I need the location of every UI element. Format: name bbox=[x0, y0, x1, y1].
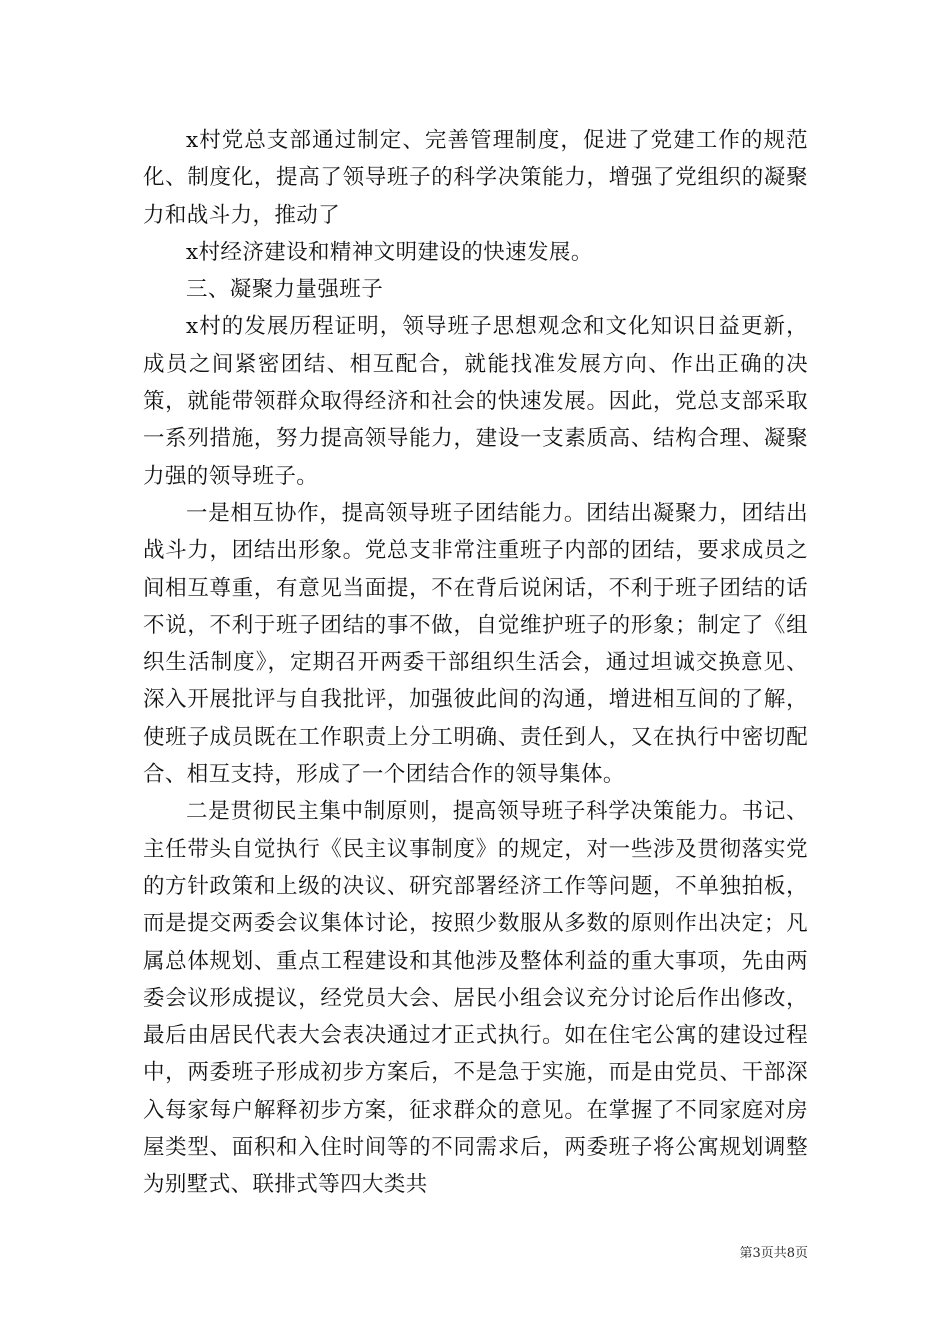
paragraph: x村党总支部通过制定、完善管理制度，促进了党建工作的规范化、制度化，提高了领导班子的科学决策能力，增强了党组织的凝聚力和战斗力，推动了 bbox=[143, 128, 808, 228]
page-number: 第3页共8页 bbox=[739, 1246, 808, 1261]
page-footer bbox=[0, 1244, 950, 1264]
paragraph: 二是贯彻民主集中制原则，提高领导班子科学决策能力。书记、主任带头自觉执行《民主议事制度》的规定，对一些涉及贯彻落实党的方针政策和上级的决议、研究部署经济工作等问题，不单独拍板，而是提交两委会议集体讨论，按照少数服从多数的原则作出决定；凡属总体规划、重点工程建设和其他涉及整体利益的重大事项，先由两委会议形成提议，经党员大会、居民小组会议充分讨论后作出修改，最后由居民代表大会表决通过才正式执行。如在住宅公寓的建设过程中，两委班子形成初步方案后，不是急于实施，而是由党员、干部深入每家每户解释初步方案，征求群众的意见。在掌握了不同家庭对房屋类型、面积和入住时间等的不同需求后，两委班子将公寓规划调整为别墅式、联排式等四大类共 bbox=[143, 799, 808, 1198]
paragraph: 一是相互协作，提高领导班子团结能力。团结出凝聚力，团结出战斗力，团结出形象。党总支非常注重班子内部的团结，要求成员之间相互尊重，有意见当面提，不在背后说闲话，不利于班子团结的话不说，不利于班子团结的事不做，自觉维护班子的形象；制定了《组织生活制度》，定期召开两委干部组织生活会，通过坦诚交换意见、深入开展批评与自我批评，加强彼此间的沟通，增进相互间的了解，使班子成员既在工作职责上分工明确、责任到人，又在执行中密切配合、相互支持，形成了一个团结合作的领导集体。 bbox=[143, 500, 808, 788]
paragraph: x村的发展历程证明，领导班子思想观念和文化知识日益更新，成员之间紧密团结、相互配合，就能找准发展方向、作出正确的决策，就能带领群众取得经济和社会的快速发展。因此，党总支部采取一系列措施，努力提高领导能力，建设一支素质高、结构合理、凝聚力强的领导班子。 bbox=[143, 314, 808, 489]
paragraph: x村经济建设和精神文明建设的快速发展。 bbox=[186, 239, 593, 265]
document-body bbox=[143, 122, 808, 1204]
section-heading: 三、凝聚力量强班子 bbox=[186, 277, 384, 303]
